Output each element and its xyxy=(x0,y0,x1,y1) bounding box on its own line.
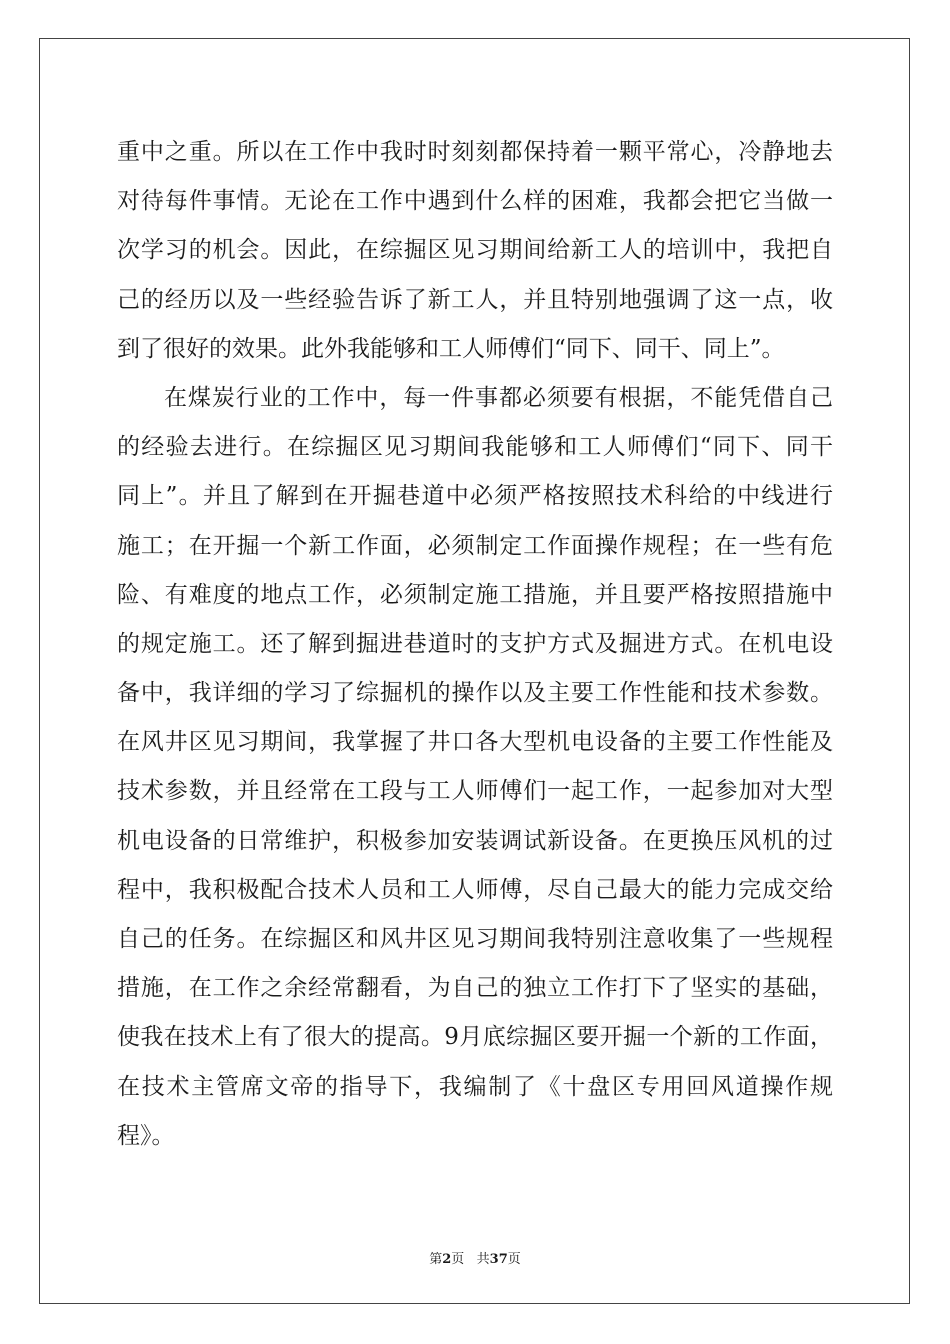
text-line: 程中，我积极配合技术人员和工人师傅，尽自己最大的能力完成交给 xyxy=(117,876,833,903)
text-line: 对待每件事情。无论在工作中遇到什么样的困难，我都会把它当做一 xyxy=(117,188,833,215)
text-line: 机电设备的日常维护，积极参加安装调试新设备。在更换压风机的过 xyxy=(117,827,833,854)
footer-suffix: 页 xyxy=(507,1252,521,1267)
text-line: 在煤炭行业的工作中，每一件事都必须要有根据，不能凭借自己 xyxy=(164,384,833,411)
text-line: 险、有难度的地点工作，必须制定施工措施，并且要严格按照措施中 xyxy=(117,581,833,608)
text-line: 措施，在工作之余经常翻看，为自己的独立工作打下了坚实的基础， xyxy=(117,975,833,1002)
document-body xyxy=(117,128,833,1161)
text-line: 的规定施工。还了解到掘进巷道时的支护方式及掘进方式。在机电设 xyxy=(117,630,833,657)
text-line: 在技术主管席文帝的指导下，我编制了《十盘区专用回风道操作规 xyxy=(117,1073,833,1100)
text-line: 施工；在开掘一个新工作面，必须制定工作面操作规程；在一些有危 xyxy=(117,532,833,559)
text-line: 到了很好的效果。此外我能够和工人师傅们“同下、同干、同上”。 xyxy=(117,335,785,362)
text-line: 使我在技术上有了很大的提高。9月底综掘区要开掘一个新的工作面， xyxy=(117,1024,833,1051)
footer-middle: 页 共 xyxy=(451,1252,490,1267)
text-line: 次学习的机会。因此，在综掘区见习期间给新工人的培训中，我把自 xyxy=(117,237,833,264)
text-line: 程》。 xyxy=(117,1122,175,1149)
text-line: 己的经历以及一些经验告诉了新工人，并且特别地强调了这一点，收 xyxy=(117,286,833,313)
text-line: 自己的任务。在综掘区和风井区见习期间我特别注意收集了一些规程 xyxy=(117,926,833,952)
total-page-count: 37 xyxy=(489,1252,508,1267)
text-line: 的经验去进行。在综掘区见习期间我能够和工人师傅们“同下、同干 xyxy=(117,434,833,461)
current-page-number: 2 xyxy=(442,1252,452,1267)
text-line: 备中，我详细的学习了综掘机的操作以及主要工作性能和技术参数。 xyxy=(117,680,833,707)
page-footer xyxy=(0,1248,950,1267)
text-line: 技术参数，并且经常在工段与工人师傅们一起工作，一起参加对大型 xyxy=(117,778,833,805)
text-line: 同上”。并且了解到在开掘巷道中必须严格按照技术科给的中线进行 xyxy=(117,483,833,510)
text-line: 在风井区见习期间，我掌握了井口各大型机电设备的主要工作性能及 xyxy=(117,729,833,756)
footer-prefix: 第 xyxy=(429,1252,443,1267)
text-line: 重中之重。所以在工作中我时时刻刻都保持着一颗平常心，冷静地去 xyxy=(117,139,833,165)
